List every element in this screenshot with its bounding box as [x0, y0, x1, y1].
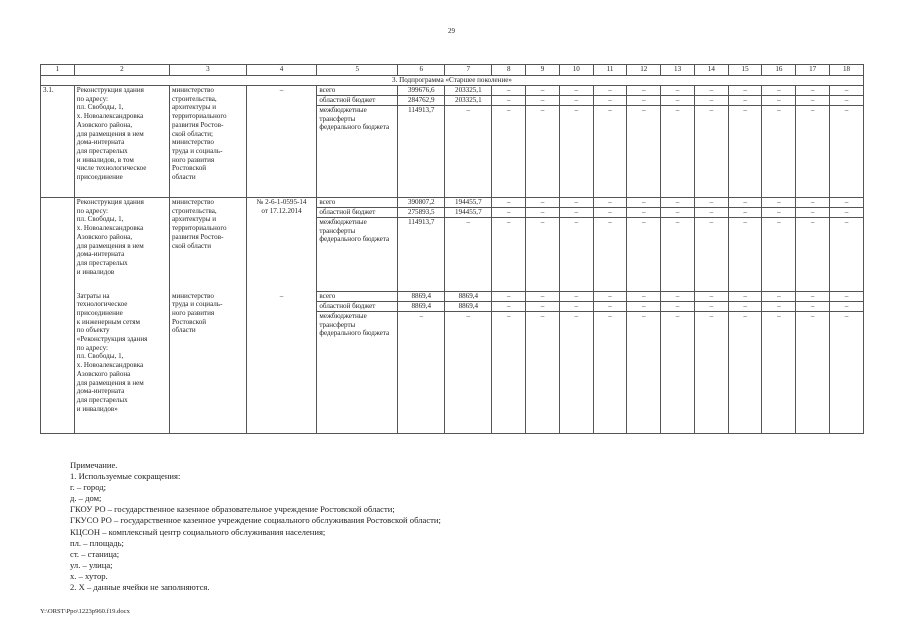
file-path: Y:\ORST\Ppo\1223p960.f19.docx	[40, 608, 130, 615]
empty-value: –	[526, 106, 560, 198]
empty-value: –	[559, 96, 593, 106]
note-line: Примечание.	[70, 460, 118, 470]
column-number: 2	[74, 65, 169, 76]
empty-value: –	[661, 106, 695, 198]
note-line: ул. – улица;	[70, 559, 113, 570]
empty-value: –	[526, 302, 560, 312]
column-number: 4	[246, 65, 317, 76]
empty-value: –	[796, 96, 830, 106]
empty-value: –	[627, 292, 661, 302]
object-name: Реконструкция здания по адресу: пл. Свободы, 1, х. Новоалександровка Азовского района, для размещения в нем дома-интерната для престарелых и инвалидов, в том числе технологическое присоединение	[74, 86, 169, 198]
funding-source: межбюджетные трансферты федерального бюджета	[317, 312, 398, 434]
empty-value: –	[830, 292, 864, 302]
row-number: 3.1.	[41, 86, 75, 198]
empty-value: –	[627, 218, 661, 292]
value-col-6: 399676,6	[398, 86, 445, 96]
empty-value: –	[796, 292, 830, 302]
document: –	[246, 292, 317, 434]
empty-value: –	[526, 292, 560, 302]
empty-value: –	[762, 292, 796, 302]
empty-value: –	[492, 292, 526, 302]
column-number: 3	[169, 65, 246, 76]
empty-value: –	[762, 198, 796, 208]
empty-value: –	[830, 312, 864, 434]
document: –	[246, 86, 317, 198]
column-number: 11	[593, 65, 627, 76]
funding-source: областной бюджет	[317, 302, 398, 312]
empty-value: –	[492, 312, 526, 434]
object-name: Затраты на технологическое присоединение к инженерным сетям по объекту «Реконструкция здания по адресу: пл. Свободы, 1, х. Новоалександровка Азовского района для размещения в нем дома-интерната для престарелых и инвалидов»	[74, 292, 169, 434]
row-number	[41, 292, 75, 434]
column-number: 10	[559, 65, 593, 76]
empty-value: –	[694, 292, 728, 302]
empty-value: –	[593, 302, 627, 312]
program-table	[40, 64, 864, 434]
value-col-6: 390807,2	[398, 198, 445, 208]
empty-value: –	[593, 218, 627, 292]
empty-value: –	[728, 292, 762, 302]
empty-value: –	[796, 86, 830, 96]
value-col-6: 284762,9	[398, 96, 445, 106]
executor: министерство строительства, архитектуры и территориального развития Ростов- ской области	[169, 198, 246, 292]
empty-value: –	[728, 218, 762, 292]
column-number: 1	[41, 65, 75, 76]
empty-value: –	[661, 198, 695, 208]
empty-value: –	[526, 312, 560, 434]
empty-value: –	[559, 312, 593, 434]
column-number: 13	[661, 65, 695, 76]
note-line: пл. – площадь;	[70, 537, 124, 548]
empty-value: –	[661, 302, 695, 312]
empty-value: –	[492, 302, 526, 312]
empty-value: –	[526, 208, 560, 218]
empty-value: –	[559, 208, 593, 218]
note-line: ст. – станица;	[70, 548, 120, 559]
column-number: 12	[627, 65, 661, 76]
value-col-7: 203325,1	[445, 86, 492, 96]
value-col-7: 8869,4	[445, 292, 492, 302]
value-col-7: –	[445, 106, 492, 198]
value-col-6: 114913,7	[398, 218, 445, 292]
note-line: д. – дом;	[70, 493, 102, 504]
empty-value: –	[762, 218, 796, 292]
empty-value: –	[593, 292, 627, 302]
empty-value: –	[492, 106, 526, 198]
column-number: 7	[445, 65, 492, 76]
executor: министерство строительства, архитектуры и территориального развития Ростов- ской области; министерство труда и социаль- ного развития Ростовской области	[169, 86, 246, 198]
page-number: 29	[448, 27, 455, 35]
empty-value: –	[694, 86, 728, 96]
empty-value: –	[593, 312, 627, 434]
column-number: 5	[317, 65, 398, 76]
empty-value: –	[492, 86, 526, 96]
note-line: ГКУСО РО – государственное казенное учреждение социального обслуживания Ростовской области;	[70, 515, 441, 526]
empty-value: –	[830, 86, 864, 96]
empty-value: –	[796, 312, 830, 434]
empty-value: –	[627, 312, 661, 434]
empty-value: –	[559, 198, 593, 208]
value-col-6: 114913,7	[398, 106, 445, 198]
funding-source: областной бюджет	[317, 208, 398, 218]
value-col-7: –	[445, 312, 492, 434]
empty-value: –	[728, 208, 762, 218]
note-line: 1. Используемые сокращения:	[70, 471, 181, 482]
note-line: 2. Х – данные ячейки не заполняются.	[70, 582, 210, 593]
notes	[70, 460, 441, 593]
empty-value: –	[593, 106, 627, 198]
empty-value: –	[526, 86, 560, 96]
empty-value: –	[593, 86, 627, 96]
subprogram-title: 3. Подпрограмма «Старшее поколение»	[41, 76, 864, 86]
empty-value: –	[796, 208, 830, 218]
value-col-7: 194455,7	[445, 198, 492, 208]
empty-value: –	[593, 208, 627, 218]
empty-value: –	[762, 106, 796, 198]
funding-source: межбюджетные трансферты федерального бюджета	[317, 106, 398, 198]
value-col-6: 275893,5	[398, 208, 445, 218]
empty-value: –	[559, 218, 593, 292]
empty-value: –	[694, 208, 728, 218]
funding-source: всего	[317, 292, 398, 302]
column-number: 15	[728, 65, 762, 76]
executor: министерство труда и социаль- ного развития Ростовской области	[169, 292, 246, 434]
empty-value: –	[830, 198, 864, 208]
empty-value: –	[762, 208, 796, 218]
empty-value: –	[830, 96, 864, 106]
column-number: 8	[492, 65, 526, 76]
empty-value: –	[661, 312, 695, 434]
empty-value: –	[694, 312, 728, 434]
value-col-7: 8869,4	[445, 302, 492, 312]
empty-value: –	[661, 292, 695, 302]
empty-value: –	[796, 106, 830, 198]
empty-value: –	[492, 96, 526, 106]
empty-value: –	[728, 302, 762, 312]
empty-value: –	[661, 208, 695, 218]
empty-value: –	[661, 96, 695, 106]
value-col-7: –	[445, 218, 492, 292]
empty-value: –	[796, 218, 830, 292]
value-col-6: 8869,4	[398, 292, 445, 302]
empty-value: –	[728, 86, 762, 96]
empty-value: –	[627, 106, 661, 198]
empty-value: –	[762, 312, 796, 434]
empty-value: –	[593, 198, 627, 208]
empty-value: –	[593, 96, 627, 106]
empty-value: –	[728, 106, 762, 198]
empty-value: –	[694, 106, 728, 198]
empty-value: –	[627, 86, 661, 96]
value-col-6: 8869,4	[398, 302, 445, 312]
empty-value: –	[559, 106, 593, 198]
funding-source: межбюджетные трансферты федерального бюджета	[317, 218, 398, 292]
empty-value: –	[762, 96, 796, 106]
funding-source: областной бюджет	[317, 96, 398, 106]
empty-value: –	[694, 96, 728, 106]
value-col-7: 194455,7	[445, 208, 492, 218]
document: № 2-6-1-0595-14 от 17.12.2014	[246, 198, 317, 292]
empty-value: –	[762, 86, 796, 96]
empty-value: –	[559, 302, 593, 312]
row-number	[41, 198, 75, 292]
column-number: 18	[830, 65, 864, 76]
empty-value: –	[762, 302, 796, 312]
empty-value: –	[694, 302, 728, 312]
empty-value: –	[661, 218, 695, 292]
funding-source: всего	[317, 198, 398, 208]
note-line: ГКОУ РО – государственное казенное образовательное учреждение Ростовской области;	[70, 504, 395, 515]
empty-value: –	[728, 96, 762, 106]
value-col-6: –	[398, 312, 445, 434]
empty-value: –	[559, 292, 593, 302]
object-name: Реконструкция здания по адресу: пл. Свободы, 1, х. Новоалександровка Азовского района, для размещения в нем дома-интерната для престарелых и инвалидов	[74, 198, 169, 292]
empty-value: –	[661, 86, 695, 96]
note-line: г. – город;	[70, 482, 107, 493]
column-number: 17	[796, 65, 830, 76]
empty-value: –	[830, 302, 864, 312]
note-line: х. – хутор.	[70, 570, 108, 581]
empty-value: –	[830, 218, 864, 292]
empty-value: –	[627, 198, 661, 208]
empty-value: –	[492, 218, 526, 292]
column-number: 14	[694, 65, 728, 76]
funding-source: всего	[317, 86, 398, 96]
value-col-7: 203325,1	[445, 96, 492, 106]
empty-value: –	[627, 96, 661, 106]
empty-value: –	[796, 302, 830, 312]
empty-value: –	[694, 198, 728, 208]
empty-value: –	[492, 208, 526, 218]
empty-value: –	[694, 218, 728, 292]
empty-value: –	[796, 198, 830, 208]
empty-value: –	[526, 96, 560, 106]
column-number: 9	[526, 65, 560, 76]
column-number: 6	[398, 65, 445, 76]
empty-value: –	[830, 208, 864, 218]
empty-value: –	[526, 198, 560, 208]
column-number: 16	[762, 65, 796, 76]
empty-value: –	[559, 86, 593, 96]
empty-value: –	[830, 106, 864, 198]
empty-value: –	[627, 302, 661, 312]
empty-value: –	[526, 218, 560, 292]
empty-value: –	[728, 198, 762, 208]
empty-value: –	[728, 312, 762, 434]
empty-value: –	[627, 208, 661, 218]
note-line: КЦСОН – комплексный центр социального обслуживания населения;	[70, 526, 326, 537]
empty-value: –	[492, 198, 526, 208]
